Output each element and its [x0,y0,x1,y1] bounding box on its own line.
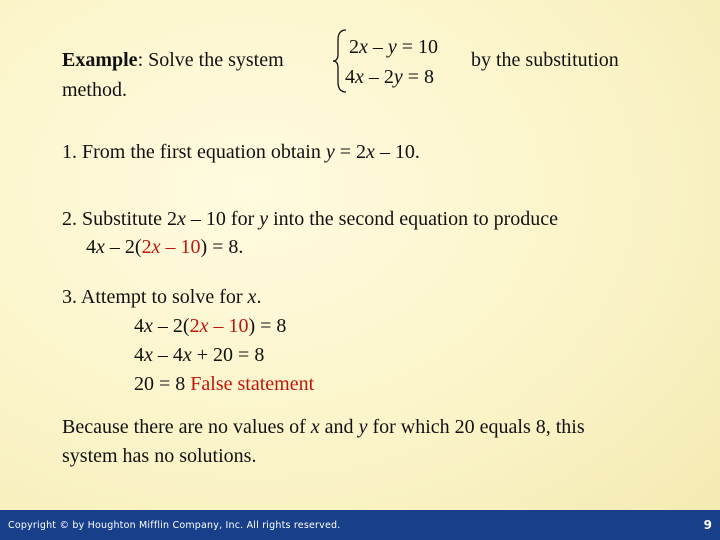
conclusion-line-2: system has no solutions. [62,445,257,467]
substituted-expression: 2x – 10 [141,236,201,258]
step-3-line-3: 4x – 4x + 20 = 8 [134,344,265,366]
example-method: method. [62,79,127,101]
step-3-line-2: 4x – 2(2x – 10) = 8 [134,315,287,337]
example-text: : Solve the system [137,49,284,71]
footer-bar [0,510,720,540]
conclusion-line-1: Because there are no values of x and y for which 20 equals 8, this [62,416,585,438]
step-1: 1. From the first equation obtain y = 2x – 10. [62,141,420,163]
substituted-expression: 2x – 10 [189,315,249,337]
step-3-line-4: 20 = 8 False statement [134,373,315,395]
example-method-line [62,80,127,100]
copyright-notice: Copyright © by Houghton Mifflin Company, Inc. All rights reserved. [8,520,341,531]
example-prompt-line [62,50,284,70]
system-equation-1: 2x – y = 10 [349,36,439,58]
false-statement-label: False statement [190,373,315,395]
example-label: Example [62,49,138,71]
page-number: 9 [703,518,712,532]
step-2-line-1: 2. Substitute 2x – 10 for y into the second equation to produce [62,208,559,230]
step-2-line-2: 4x – 2(2x – 10) = 8. [86,236,244,258]
example-after-system: by the substitution [471,49,619,71]
step-3-line-1: 3. Attempt to solve for x. [62,286,262,308]
system-equation-2: 4x – 2y = 8 [345,66,435,88]
